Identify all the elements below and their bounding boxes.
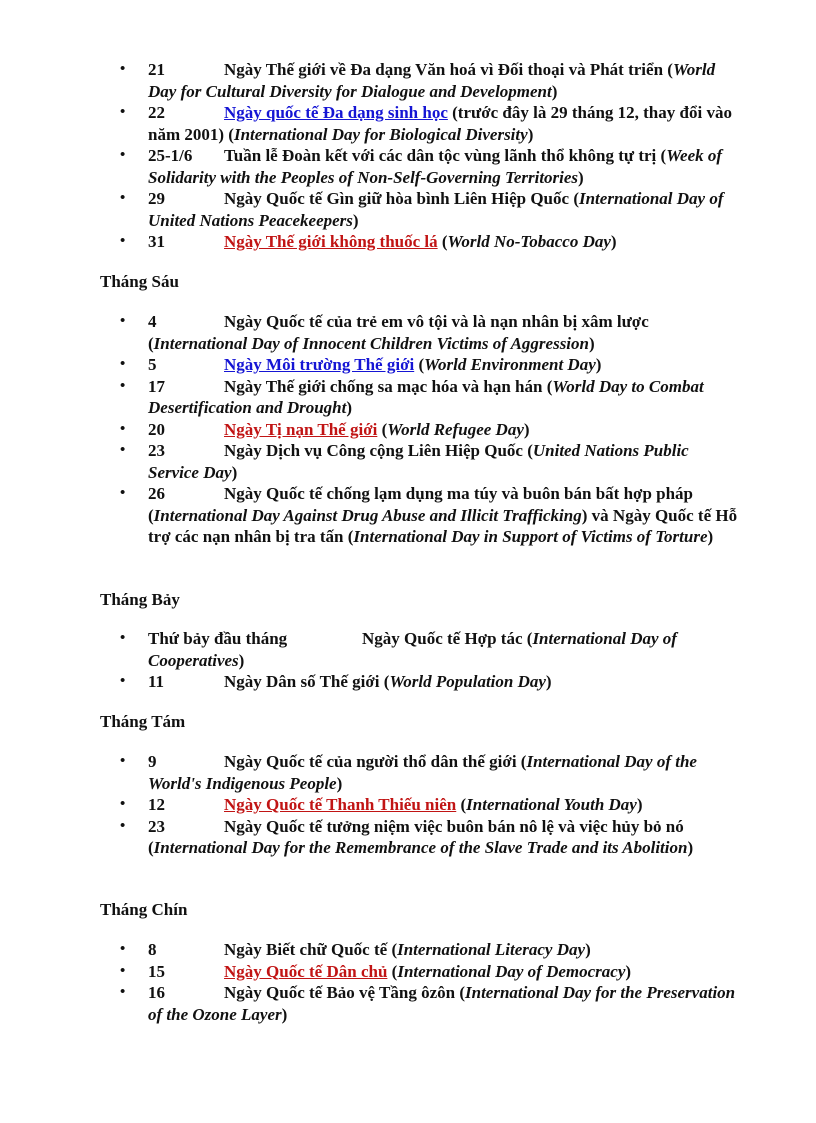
event-link-environment[interactable]: Ngày Môi trường Thế giới [224, 355, 415, 374]
month-heading-september: Tháng Chín [100, 900, 188, 919]
list-item: • 4 Ngày Quốc tế của trẻ em vô tội và là nạn nhân bị xâm lược (International Day of Innocent Children Victims of Aggression) [120, 312, 649, 353]
event-english-name: International Day of Democracy [397, 961, 626, 981]
month-heading-july: Tháng Bảy [100, 590, 180, 609]
event-name: Ngày Quốc tế Hợp tác [362, 629, 523, 648]
date-label: 16 [148, 983, 165, 1002]
event-english-name: World Environment Day [424, 355, 596, 374]
event-english-name: International Day of United Nations Peacekeepers [148, 189, 724, 230]
event-name: Ngày Quốc tế Gìn giữ hòa bình Liên Hiệp Quốc [224, 189, 570, 208]
bullet-icon: • [120, 147, 126, 163]
date-label: 26 [148, 484, 165, 503]
event-note: (trước đây là 29 tháng 12, thay đổi vào năm 2001) [148, 103, 732, 144]
list-item: • 11 Ngày Dân số Thế giới (World Population Day) [120, 672, 552, 691]
event-name: Ngày Quốc tế Hỗ trợ các nạn nhân bị tra tấn [148, 505, 738, 546]
event-link-youth[interactable]: Ngày Quốc tế Thanh Thiếu niên [224, 795, 457, 814]
date-label: 31 [148, 232, 165, 251]
date-label: 23 [148, 441, 165, 460]
event-english-name: International Youth Day [466, 795, 637, 814]
list-item: • 31 Ngày Thế giới không thuốc lá (World No-Tobacco Day) [120, 232, 617, 251]
event-english-name: Week of Solidarity with the Peoples of Non-Self-Governing Territories [148, 146, 723, 187]
date-label: 9 [148, 752, 157, 771]
event-english-name: International Day for Biological Diversity [233, 124, 528, 144]
date-label: 15 [148, 961, 165, 981]
event-name: Ngày Quốc tế Bảo vệ Tầng ôzôn [224, 983, 456, 1002]
list-item: • 25-1/6 Tuần lễ Đoàn kết với các dân tộc vùng lãnh thổ không tự trị (Week of Solidarity with the Peoples of Non-Self-Governing Territories) [120, 146, 723, 187]
list-item: • 15 Ngày Quốc tế Dân chủ (International Day of Democracy) [120, 961, 632, 981]
date-label: 23 [148, 816, 165, 836]
event-english-name: International Day of the World's Indigenous People [148, 752, 697, 793]
date-label: 8 [148, 940, 157, 959]
date-label: 12 [148, 795, 165, 814]
list-item: • 22 Ngày quốc tế Đa dạng sinh học (trước đây là 29 tháng 12, thay đổi vào năm 2001) (International Day for Biological Diversity) [120, 103, 732, 144]
list-item: • 23 Ngày Dịch vụ Công cộng Liên Hiệp Quốc (United Nations Public Service Day) [120, 441, 689, 482]
event-english-name: International Day for the Remembrance of the Slave Trade and its Abolition [153, 838, 688, 857]
list-item: • 29 Ngày Quốc tế Gìn giữ hòa bình Liên Hiệp Quốc (International Day of United Nations Peacekeepers) [120, 189, 724, 230]
bullet-icon: • [120, 377, 126, 394]
event-english-name: United Nations Public Service Day [148, 441, 689, 482]
event-english-name: International Day of Innocent Children Victims of Aggression [153, 333, 589, 353]
event-english-name: International Day in Support of Victims of Torture [353, 527, 708, 546]
bullet-icon: • [120, 442, 126, 458]
event-english-name: World No-Tobacco Day [447, 232, 611, 251]
bullet-icon: • [120, 356, 126, 372]
event-name: Ngày Quốc tế chống lạm dụng ma túy và buôn bán bất hợp pháp [224, 484, 694, 503]
may-list [100, 59, 740, 253]
event-english-name: World Refugee Day [387, 419, 524, 439]
date-label: 17 [148, 376, 165, 396]
event-english-name: International Literacy Day [397, 940, 586, 959]
event-link-refugee[interactable]: Ngày Tị nạn Thế giới [224, 419, 378, 439]
bullet-icon: • [120, 485, 126, 501]
event-link-no-tobacco[interactable]: Ngày Thế giới không thuốc lá [224, 232, 438, 251]
date-label: 29 [148, 189, 165, 208]
event-name: Ngày Quốc tế của trẻ em vô tội và là nạn nhân bị xâm lược [224, 312, 649, 331]
list-item: • 23 Ngày Quốc tế tưởng niệm việc buôn bán nô lệ và việc hủy bỏ nó (International Day for the Remembrance of the Slave Trade and its Abolition) [120, 816, 694, 857]
bullet-icon: • [120, 962, 126, 979]
june-list [100, 311, 740, 548]
date-label: 21 [148, 60, 165, 79]
event-name: Ngày Thế giới về Đa dạng Văn hoá vì Đối thoại và Phát triển [224, 60, 664, 79]
bullet-icon: • [120, 630, 126, 646]
event-name: Ngày Quốc tế tưởng niệm việc buôn bán nô lệ và việc hủy bỏ nó [224, 816, 684, 836]
list-item: • 16 Ngày Quốc tế Bảo vệ Tầng ôzôn (International Day for the Preservation of the Ozone Layer) [120, 983, 736, 1024]
date-label: 11 [148, 672, 165, 691]
list-item: • 20 Ngày Tị nạn Thế giới (World Refugee Day) [120, 419, 530, 439]
bullet-icon: • [120, 104, 126, 120]
event-name: Ngày Dịch vụ Công cộng Liên Hiệp Quốc [224, 441, 523, 460]
list-item: • 12 Ngày Quốc tế Thanh Thiếu niên (International Youth Day) [120, 795, 643, 814]
event-link-democracy[interactable]: Ngày Quốc tế Dân chủ [224, 961, 388, 981]
bullet-icon: • [120, 673, 126, 689]
bullet-icon: • [120, 941, 126, 957]
list-item: • 17 Ngày Thế giới chống sa mạc hóa và hạn hán (World Day to Combat Desertification and Drought) [120, 376, 704, 417]
date-label: 25-1/6 [148, 146, 193, 165]
list-item: • 21 Ngày Thế giới về Đa dạng Văn hoá vì Đối thoại và Phát triển (World Day for Cultural Diversity for Dialogue and Development) [120, 60, 716, 101]
bullet-icon: • [120, 233, 126, 249]
month-heading-august: Tháng Tám [100, 712, 186, 731]
bullet-icon: • [120, 190, 126, 206]
event-name: Ngày Thế giới chống sa mạc hóa và hạn hán [224, 376, 543, 396]
conjunction: và [591, 505, 609, 525]
date-label: 4 [148, 312, 157, 331]
event-name: Ngày Biết chữ Quốc tế [224, 940, 388, 959]
date-label: 20 [148, 419, 165, 439]
event-english-name: International Day Against Drug Abuse and Illicit Trafficking [153, 505, 582, 525]
bullet-icon: • [120, 61, 126, 77]
event-english-name: World Population Day [389, 672, 546, 691]
list-item: • 5 Ngày Môi trường Thế giới (World Environment Day) [120, 355, 602, 374]
september-list [100, 939, 740, 1025]
month-heading-june: Tháng Sáu [100, 272, 179, 291]
event-english-name: International Day for the Preservation of the Ozone Layer [148, 983, 736, 1024]
bullet-icon: • [120, 420, 126, 437]
date-label: 22 [148, 103, 165, 122]
event-link-biodiversity[interactable]: Ngày quốc tế Đa dạng sinh học [224, 103, 448, 122]
list-item: • Thứ bảy đầu tháng Ngày Quốc tế Hợp tác (International Day of Cooperatives) [120, 629, 677, 670]
bullet-icon: • [120, 984, 126, 1000]
event-name: Tuần lễ Đoàn kết với các dân tộc vùng lãnh thổ không tự trị [224, 146, 657, 165]
date-label: Thứ bảy đầu tháng [148, 629, 288, 648]
date-label: 5 [148, 355, 157, 374]
event-english-name: International Day of Cooperatives [148, 629, 677, 670]
list-item: • 9 Ngày Quốc tế của người thổ dân thế giới (International Day of the World's Indigenous People) [120, 752, 697, 793]
bullet-icon: • [120, 313, 126, 329]
bullet-icon: • [120, 817, 126, 834]
event-name: Ngày Dân số Thế giới [224, 672, 380, 691]
event-name: Ngày Quốc tế của người thổ dân thế giới [224, 752, 517, 771]
bullet-icon: • [120, 753, 126, 769]
july-list [100, 628, 740, 693]
bullet-icon: • [120, 796, 126, 812]
event-english-name: World Day for Cultural Diversity for Dialogue and Development [148, 60, 716, 101]
event-english-name: World Day to Combat Desertification and Drought [148, 376, 704, 417]
list-item: • 26 Ngày Quốc tế chống lạm dụng ma túy và buôn bán bất hợp pháp (International Day Against Drug Abuse and Illicit Trafficking) và Ngày Quốc tế Hỗ trợ các nạn nhân bị tra tấn (International Day in Support of Victims of Torture) [120, 484, 738, 546]
august-list [100, 751, 740, 859]
list-item: • 8 Ngày Biết chữ Quốc tế (International Literacy Day) [120, 940, 591, 959]
